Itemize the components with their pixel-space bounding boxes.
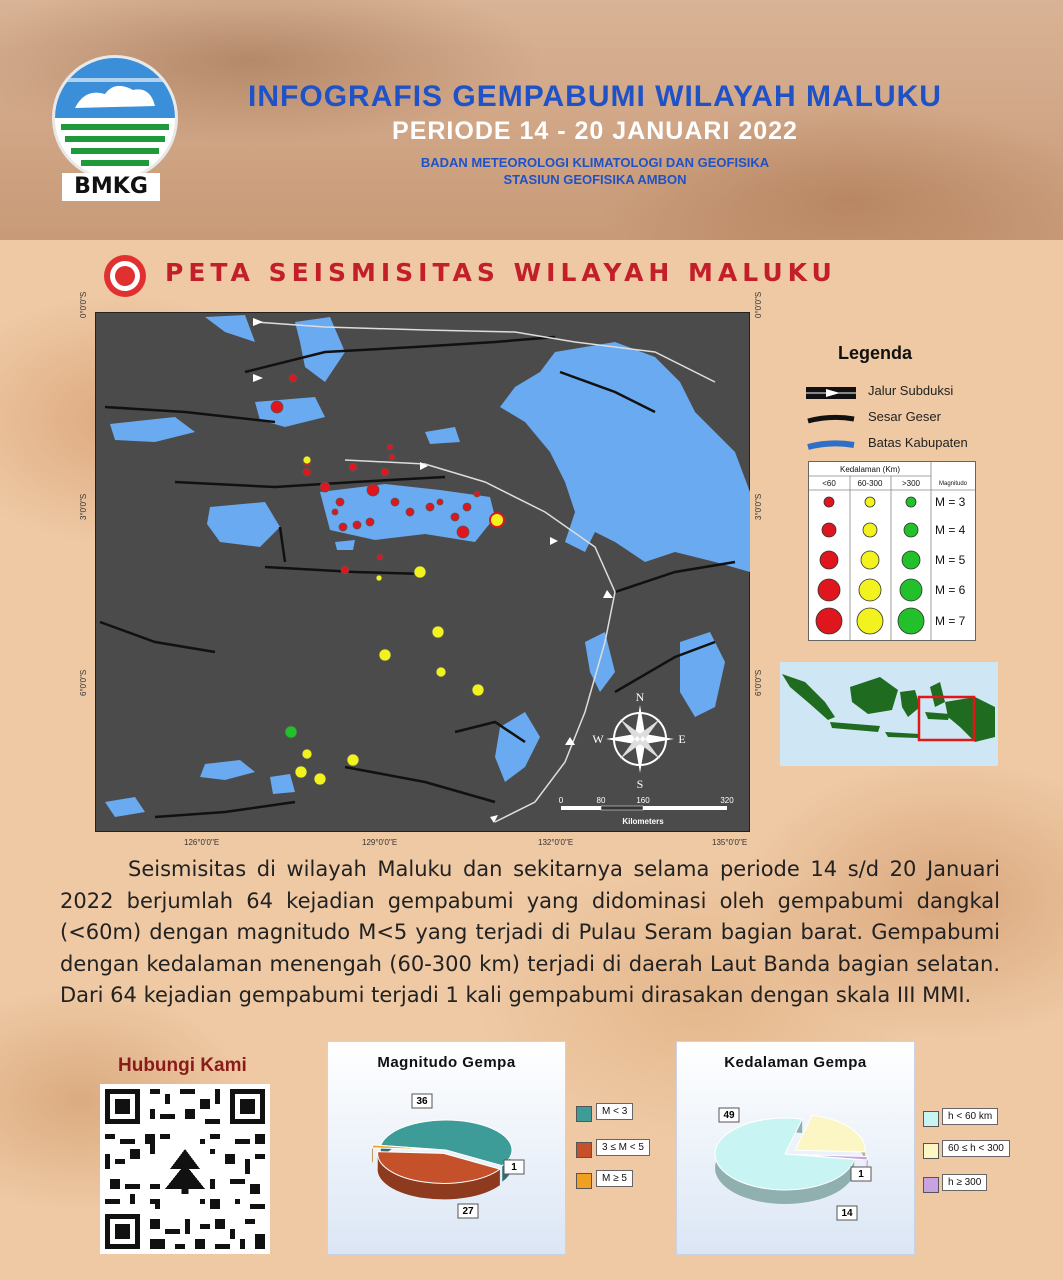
key-label-m-3-5: 3 ≤ M < 5: [596, 1139, 650, 1156]
agency-line: BADAN METEOROLOGI KLIMATOLOGI DAN GEOFISIKA: [420, 155, 770, 170]
magnitude-chart-panel: [327, 1041, 644, 1255]
eq-shallow: [332, 509, 338, 515]
eq-intermediate: [472, 684, 484, 696]
mag-data-label-1: 27: [462, 1206, 474, 1217]
coord-left-0: 0°0'0"S: [79, 291, 88, 318]
coord-left-3: 3°0'0"S: [79, 493, 88, 520]
eq-shallow: [303, 468, 311, 476]
eq-shallow: [437, 499, 443, 505]
contact-title: Hubungi Kami: [118, 1055, 247, 1076]
eq-shallow: [406, 508, 414, 516]
eq-shallow: [367, 484, 379, 496]
eq-intermediate: [414, 566, 426, 578]
magnitude-depth-legend-table: [808, 461, 976, 641]
key-swatch-m-lt-3: [576, 1106, 592, 1122]
legend-fault-label: Sesar Geser: [868, 409, 941, 424]
coord-right-6: 6°0'0"S: [754, 669, 763, 696]
eq-shallow: [426, 503, 434, 511]
depth-chart-panel: [676, 1041, 1004, 1255]
bmkg-logo: [52, 55, 178, 181]
eq-shallow: [463, 503, 471, 511]
key-swatch-m-3-5: [576, 1142, 592, 1158]
key-swatch-h-60-300: [923, 1143, 939, 1159]
eq-shallow: [377, 554, 383, 560]
magnitude-chart-title: Magnitudo Gempa: [377, 1054, 516, 1071]
eq-shallow: [289, 374, 297, 382]
eq-shallow: [341, 566, 349, 574]
key-label-h-60-300: 60 ≤ h < 300: [942, 1140, 1010, 1157]
scale-tick-0: 0: [558, 796, 564, 805]
header-banner: [0, 0, 1063, 240]
coord-bottom-129: 129°0'0"E: [362, 838, 398, 847]
eq-shallow: [457, 526, 469, 538]
coord-bottom-126: 126°0'0"E: [184, 838, 220, 847]
depth-data-label-1: 14: [841, 1208, 853, 1219]
eq-intermediate: [379, 649, 391, 661]
depth-chart-title: Kedalaman Gempa: [724, 1054, 867, 1071]
key-swatch-h-lt-60: [923, 1111, 939, 1127]
legend-mag-7: M = 7: [935, 614, 966, 628]
depth-data-label-2: 1: [858, 1169, 864, 1180]
depth-pie-chart: [677, 1042, 914, 1254]
agency-name: [205, 154, 985, 188]
legend-mag-4: M = 4: [935, 523, 966, 537]
eq-shallow: [381, 468, 389, 476]
scale-tick-320: 320: [720, 796, 734, 805]
fault-swatch-icon: [806, 413, 856, 425]
seismicity-map: [95, 312, 750, 832]
map-section-title: PETA SEISMISITAS WILAYAH MALUKU: [165, 258, 837, 287]
coord-right-3: 3°0'0"S: [754, 493, 763, 520]
compass-e: E: [678, 732, 686, 746]
eq-intermediate: [314, 773, 326, 785]
boundary-swatch-icon: [806, 439, 856, 451]
legend-mag-6: M = 6: [935, 583, 966, 597]
eq-shallow: [353, 521, 361, 529]
key-label-h-lt-60: h < 60 km: [942, 1108, 998, 1125]
coord-left-6: 6°0'0"S: [79, 669, 88, 696]
eq-shallow: [387, 444, 393, 450]
legend-boundary-label: Batas Kabupaten: [868, 435, 968, 450]
eq-intermediate: [490, 513, 504, 527]
eq-shallow: [451, 513, 459, 521]
legend-depth-mid: 60-300: [857, 479, 883, 488]
eq-intermediate: [302, 749, 312, 759]
eq-shallow: [366, 518, 374, 526]
coord-bottom-132: 132°0'0"E: [538, 838, 574, 847]
scale-tick-80: 80: [596, 796, 606, 805]
target-icon: [102, 253, 148, 299]
station-line: STASIUN GEOFISIKA AMBON: [503, 172, 687, 187]
magnitude-pie-chart: [328, 1042, 565, 1254]
eq-shallow: [474, 491, 480, 497]
eq-intermediate: [376, 575, 382, 581]
legend-subduction-label: Jalur Subduksi: [868, 383, 954, 398]
coord-bottom-135: 135°0'0"E: [712, 838, 748, 847]
key-label-m-ge-5: M ≥ 5: [596, 1170, 633, 1187]
eq-deep: [285, 726, 297, 738]
mag-data-label-2: 1: [511, 1162, 517, 1173]
coord-right-0: 0°0'0"S: [754, 291, 763, 318]
subduction-swatch-icon: [806, 387, 856, 399]
bmkg-logo-text: BMKG: [62, 173, 160, 201]
legend-mag-header: Magnitudo: [938, 481, 968, 487]
compass-w: W: [592, 732, 604, 746]
eq-intermediate: [432, 626, 444, 638]
summary-paragraph: [60, 854, 1000, 1012]
eq-shallow: [336, 498, 344, 506]
key-swatch-h-ge-300: [923, 1177, 939, 1193]
eq-intermediate: [303, 456, 311, 464]
eq-shallow: [271, 401, 283, 413]
depth-slice-top-1: [795, 1115, 865, 1152]
compass-s: S: [636, 777, 644, 791]
page-title: INFOGRAFIS GEMPABUMI WILAYAH MALUKU: [248, 80, 942, 113]
legend-depth-header: Kedalaman (Km): [839, 465, 901, 474]
legend-depth-shallow: <60: [822, 479, 836, 488]
key-label-m-lt-3: M < 3: [596, 1103, 633, 1120]
legend-depth-deep: >300: [901, 479, 921, 488]
eq-shallow: [389, 454, 395, 460]
depth-data-label-0: 49: [723, 1110, 735, 1121]
legend-mag-5: M = 5: [935, 553, 966, 567]
key-label-h-ge-300: h ≥ 300: [942, 1174, 987, 1191]
period-subtitle: PERIODE 14 - 20 JANUARI 2022: [392, 117, 798, 145]
eq-shallow: [339, 523, 347, 531]
eq-intermediate: [436, 667, 446, 677]
eq-shallow: [391, 498, 399, 506]
summary-text: Seismisitas di wilayah Maluku dan sekitarnya selama periode 14 s/d 20 Januari 2022 berjumlah 64 kejadian gempabumi yang didominasi oleh gempabumi dangkal (<60m) dengan magnitudo M<5 yang terjadi di Pulau Seram bagian barat. Gempabumi dengan kedalaman menengah (60-300 km) terjadi di daerah Laut Banda bagian selatan. Dari 64 kejadian gempabumi terjadi 1 kali gempabumi dirasakan dengan skala III MMI.: [60, 857, 1000, 1007]
compass-n: N: [635, 690, 645, 704]
eq-shallow: [320, 482, 330, 492]
eq-intermediate: [347, 754, 359, 766]
mag-data-label-0: 36: [416, 1096, 428, 1107]
qr-code[interactable]: [100, 1084, 270, 1254]
legend-title: Legenda: [838, 343, 913, 363]
key-swatch-m-ge-5: [576, 1173, 592, 1189]
eq-intermediate: [295, 766, 307, 778]
scale-unit: Kilometers: [622, 817, 664, 826]
indonesia-inset-map: [780, 662, 998, 766]
legend-mag-3: M = 3: [935, 495, 966, 509]
eq-shallow: [349, 463, 357, 471]
scale-tick-160: 160: [636, 796, 650, 805]
